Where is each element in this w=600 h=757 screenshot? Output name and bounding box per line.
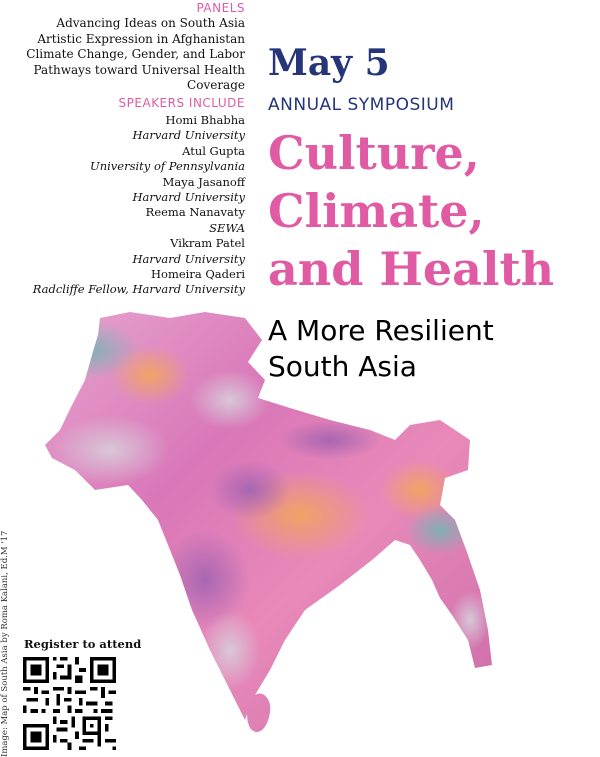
title-line: and Health [268,242,555,296]
panel-item: Climate Change, Gender, and Labor [26,47,245,61]
panels-heading: PANELS [196,1,245,15]
speaker-name: Atul Gupta [182,143,245,158]
image-credit: Image: Map of South Asia by Roma Kalani, Ed.M '17 [0,530,10,757]
speaker-affiliation: Harvard University [132,128,245,143]
register-label: Register to attend [24,637,142,651]
event-kind: ANNUAL SYMPOSIUM [268,95,455,115]
speakers-heading: SPEAKERS INCLUDE [118,96,245,110]
speaker-affiliation: Radcliffe Fellow, Harvard University [32,282,245,297]
speaker-name: Homeira Qaderi [151,267,245,282]
panel-list [0,16,245,94]
speaker-affiliation: SEWA [209,220,245,235]
subtitle-line: A More Resilient [268,314,494,347]
panel-item: Advancing Ideas on South Asia [56,16,245,30]
speaker-name: Vikram Patel [170,236,245,251]
speaker-name: Maya Jasanoff [162,174,245,189]
speaker-affiliation: University of Pennsylvania [90,159,245,174]
event-date: May 5 [268,42,390,84]
panel-item: Pathways toward Universal Health Coverage [33,62,245,92]
title-line: Climate, [268,184,485,238]
speaker-name: Homi Bhabha [165,113,245,127]
event-title [268,124,588,298]
panel-item: Artistic Expression in Afghanistan [37,31,245,46]
title-line: Culture, [268,126,480,180]
speaker-affiliation: Harvard University [132,251,245,266]
event-subtitle [268,313,598,385]
speaker-affiliation: Harvard University [132,190,245,205]
speaker-name: Reema Nanavaty [145,205,245,220]
speaker-list [33,113,245,298]
subtitle-line: South Asia [268,350,417,383]
registration-qr-code[interactable] [23,657,116,750]
